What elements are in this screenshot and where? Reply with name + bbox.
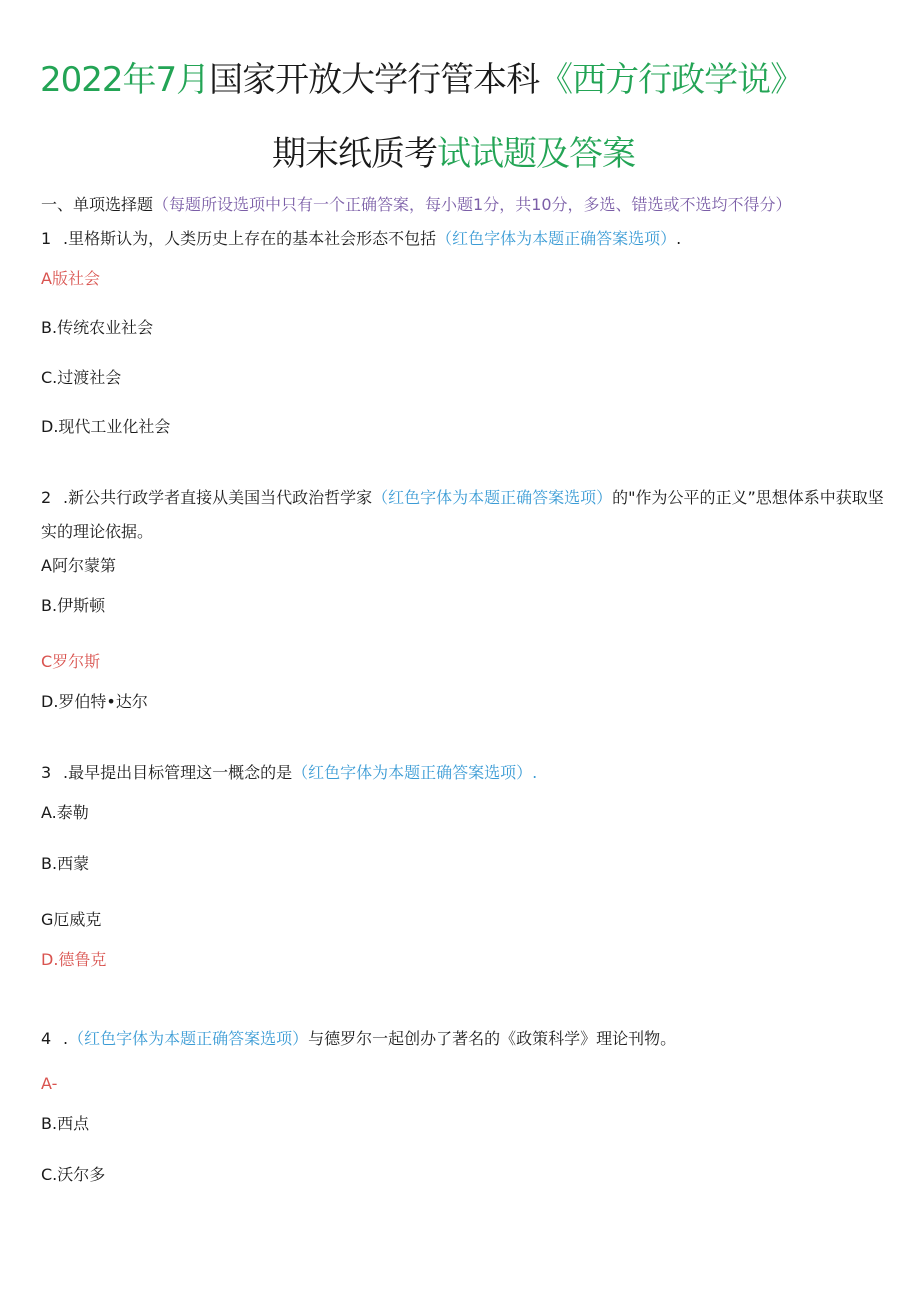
question-4-option-b: B.西点: [41, 1114, 90, 1133]
question-3-stem: [41, 762, 537, 784]
question-1-option-d: D.现代工业化社会: [41, 417, 171, 436]
question-2-option-c: C罗尔斯: [41, 652, 101, 671]
title-exam: 期末纸质考: [272, 134, 437, 174]
question-text: .新公共行政学者直接从美国当代政治哲学家: [63, 488, 373, 507]
question-2-option-b: B.伊斯顿: [41, 596, 106, 615]
question-1-option-a: A版社会: [41, 269, 100, 288]
title-course: 《西方行政学说》: [539, 60, 804, 100]
question-2-option-a: A阿尔蒙第: [41, 556, 116, 575]
question-4-option-a: A-: [41, 1074, 58, 1093]
section-heading: 一、单项选择题: [41, 195, 154, 214]
question-number: 2: [41, 488, 52, 507]
answer-hint: （红色字体为本题正确答案选项）: [436, 229, 677, 248]
question-3-option-b: B.西蒙: [41, 854, 90, 873]
question-text-end: .: [532, 763, 538, 782]
question-text-end: 与德罗尔一起创办了著名的《政策科学》理论刊物。: [308, 1029, 677, 1048]
question-3-option-c: G厄威克: [41, 910, 102, 929]
question-1-option-c: C.过渡社会: [41, 368, 122, 387]
question-text-end: 的"作为公平的正义”思想体系中获取坚实的理论依据。: [41, 488, 884, 541]
section-note: （每题所设选项中只有一个正确答案，每小题1分，共10分，多选、错选或不选均不得分）: [153, 195, 792, 214]
title-year: 2022年7月: [40, 60, 210, 100]
question-2-stem: [41, 481, 886, 549]
answer-hint: （红色字体为本题正确答案选项）: [372, 488, 613, 507]
question-1-option-b: B.传统农业社会: [41, 318, 154, 337]
answer-hint: （红色字体为本题正确答案选项）: [68, 1029, 309, 1048]
question-number: 1: [41, 229, 52, 248]
question-text: .: [63, 1029, 69, 1048]
document-title-line-1: [40, 58, 803, 102]
section-header: [41, 194, 792, 216]
question-4-stem: [41, 1028, 676, 1050]
document-title-line-2: [272, 132, 635, 176]
title-answers: 试试题及答案: [437, 134, 635, 174]
question-text-end: .: [676, 229, 682, 248]
question-3-option-d: D.德鲁克: [41, 950, 107, 969]
question-2-option-d: D.罗伯特•达尔: [41, 692, 148, 711]
question-number: 3: [41, 763, 52, 782]
question-3-option-a: A.泰勒: [41, 803, 89, 822]
question-text: .里格斯认为，人类历史上存在的基本社会形态不包括: [63, 229, 437, 248]
answer-hint: （红色字体为本题正确答案选项）: [292, 763, 533, 782]
question-text: .最早提出目标管理这一概念的是: [63, 763, 293, 782]
question-1-stem: [41, 228, 681, 250]
question-4-option-c: C.沃尔多: [41, 1165, 106, 1184]
question-number: 4: [41, 1029, 52, 1048]
title-school: 国家开放大学行管本科: [209, 60, 540, 100]
